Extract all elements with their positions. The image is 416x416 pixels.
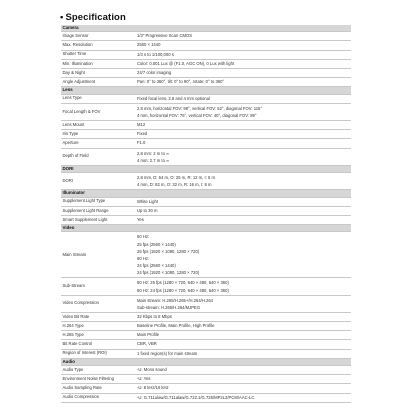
spec-value-line: 24 fps (1920 × 1080, 1280 × 720) bbox=[137, 270, 200, 276]
spec-row bbox=[61, 350, 351, 359]
spec-value bbox=[136, 51, 351, 59]
spec-key: Aperture bbox=[62, 140, 79, 146]
spec-value-line: 50 Hz: bbox=[137, 234, 150, 240]
spec-key: Main Stream bbox=[62, 251, 87, 257]
spec-value-line: 25 fps (2560 × 1440) bbox=[137, 241, 176, 247]
spec-value-line: -U: G.711ulaw/G.711alaw/G.722.1/G.726/MP2L2/PCM/AAC-LC bbox=[137, 394, 255, 400]
spec-value-line: M12 bbox=[137, 121, 146, 127]
spec-row bbox=[61, 69, 351, 78]
spec-key: Smart Supplement Light bbox=[62, 216, 108, 222]
section-header: Lens bbox=[61, 87, 351, 94]
spec-value-line: Color: 0.001 Lux @ (F1.0, AGC ON), 0 Lux with light bbox=[137, 60, 235, 66]
spec-value-line: 4 mm, D: 82 m, O: 32 m, R: 16 m, I: 8 m bbox=[137, 182, 212, 188]
spec-value-line: -U: 8 kHz/16 kHz bbox=[137, 385, 169, 391]
spec-row bbox=[61, 322, 351, 331]
spec-value-line: 24 fps (2560 × 1440) bbox=[137, 263, 176, 269]
spec-key: Video Compression bbox=[62, 300, 99, 306]
spec-key: Bit Rate Control bbox=[62, 341, 93, 347]
spec-key: Iris Type bbox=[62, 130, 79, 136]
spec-value-line: 24/7 color imaging bbox=[137, 69, 172, 75]
spec-value bbox=[136, 331, 351, 339]
spec-value-line: White Light bbox=[137, 198, 158, 204]
spec-value bbox=[136, 278, 351, 294]
spec-row bbox=[61, 121, 351, 130]
spec-value bbox=[136, 366, 351, 374]
spec-value-line: 60 Hz: bbox=[137, 255, 150, 261]
spec-value-line: 1/3" Progressive Scan CMOS bbox=[137, 33, 193, 39]
spec-value bbox=[136, 121, 351, 129]
spec-value-line: 1/3 s to 1/100,000 s bbox=[137, 51, 174, 57]
spec-value bbox=[136, 207, 351, 215]
spec-value-line: 50 Hz: 25 fps (1280 × 720, 640 × 480, 640 × 360) bbox=[137, 280, 229, 286]
spec-value bbox=[136, 130, 351, 138]
spec-row bbox=[61, 296, 351, 313]
spec-value bbox=[136, 394, 351, 402]
spec-row bbox=[61, 375, 351, 384]
spec-value bbox=[136, 95, 351, 103]
spec-value bbox=[136, 296, 351, 312]
spec-value bbox=[136, 232, 351, 277]
spec-value-line: Up to 30 m bbox=[137, 207, 158, 213]
page-title bbox=[60, 12, 126, 23]
spec-value bbox=[136, 375, 351, 383]
spec-row bbox=[61, 340, 351, 349]
spec-value-line: 4 mm: 2.7 m to ∞ bbox=[137, 157, 170, 163]
spec-table bbox=[61, 25, 351, 403]
spec-value bbox=[136, 384, 351, 392]
spec-value-line: 2.8 mm: 2 m to ∞ bbox=[137, 150, 170, 156]
spec-value-line: -U: Yes bbox=[137, 376, 151, 382]
spec-value bbox=[136, 139, 351, 147]
title-text: Specification bbox=[65, 12, 126, 23]
section-header: Video bbox=[61, 225, 351, 232]
spec-value-line: Fixed focal lens, 2.8 and 4 mm optional bbox=[137, 95, 210, 101]
spec-row bbox=[61, 331, 351, 340]
section-header: Illuminator bbox=[61, 190, 351, 197]
spec-row bbox=[61, 313, 351, 322]
spec-value-line: 2.8 mm, D: 64 m, O: 25 m, R: 12 m, I: 6 m bbox=[137, 175, 215, 181]
spec-value-line: Yes bbox=[137, 216, 144, 222]
spec-key: Supplement Light Range bbox=[62, 207, 109, 213]
spec-key: Image Sensor bbox=[62, 32, 89, 38]
spec-key: Audio Sampling Rate bbox=[62, 385, 102, 391]
spec-row bbox=[61, 32, 351, 41]
spec-key: Supplement Light Type bbox=[62, 198, 106, 204]
spec-value bbox=[136, 216, 351, 224]
spec-value-line: 1 fixed region(s) for main stream bbox=[137, 350, 198, 356]
spec-key: H.264 Type bbox=[62, 322, 84, 328]
spec-value bbox=[136, 149, 351, 165]
spec-value-line: 25 fps (1920 × 1080, 1280 × 720) bbox=[137, 248, 200, 254]
spec-key: Environment Noise Filtering bbox=[62, 375, 114, 381]
spec-key: Video Bit Rate bbox=[62, 313, 90, 319]
spec-value-line: -U: Mono sound bbox=[137, 366, 167, 372]
spec-key: Lens Mount bbox=[62, 121, 85, 127]
spec-value-line: 4 mm, horizontal FOV: 75°, vertical FOV: 40°, diagonal FOV: 89° bbox=[137, 113, 257, 118]
spec-key: Max. Resolution bbox=[62, 42, 93, 48]
spec-row bbox=[61, 60, 351, 69]
spec-value-line: 2560 × 1440 bbox=[137, 42, 161, 48]
spec-value bbox=[136, 198, 351, 206]
spec-row bbox=[61, 207, 351, 216]
spec-row bbox=[61, 232, 351, 278]
section-header: Audio bbox=[61, 359, 351, 366]
section-header: Camera bbox=[61, 25, 351, 32]
spec-row bbox=[61, 366, 351, 375]
spec-row bbox=[61, 198, 351, 207]
spec-key: Shutter Time bbox=[62, 51, 87, 57]
spec-value-line: Main stream: H.265/H.265+/H.264/H.264 bbox=[137, 297, 213, 303]
spec-row bbox=[61, 78, 351, 87]
spec-value bbox=[136, 41, 351, 49]
spec-value-line: Fixed bbox=[137, 131, 148, 137]
spec-key: Region of Interest (ROI) bbox=[62, 350, 107, 356]
spec-value bbox=[136, 60, 351, 68]
spec-key: DORI bbox=[62, 177, 73, 183]
spec-value-line: CBR, VBR bbox=[137, 341, 157, 347]
spec-row bbox=[61, 41, 351, 50]
spec-row bbox=[61, 51, 351, 60]
spec-value-line: Sub-stream: H.265/H.264/MJPEG bbox=[137, 304, 201, 310]
spec-row bbox=[61, 216, 351, 225]
spec-row bbox=[61, 95, 351, 104]
spec-key: Depth of Field bbox=[62, 153, 89, 159]
spec-value bbox=[136, 322, 351, 330]
section-header: DORI bbox=[61, 166, 351, 173]
spec-value-line: Pan: 0° to 360°, tilt: 0° to 90°, rotate: 0° to 360° bbox=[137, 79, 225, 85]
spec-value bbox=[136, 350, 351, 358]
bullet-icon: • bbox=[60, 12, 64, 23]
spec-value bbox=[136, 32, 351, 40]
spec-key: Audio Type bbox=[62, 366, 84, 372]
spec-key: Angle Adjustment bbox=[62, 78, 96, 84]
spec-key: H.265 Type bbox=[62, 331, 84, 337]
spec-row bbox=[61, 278, 351, 295]
spec-value bbox=[136, 313, 351, 321]
spec-value-line: F1.0 bbox=[137, 140, 146, 146]
spec-key: Day & Night bbox=[62, 69, 85, 75]
spec-key: Audio Compression bbox=[62, 394, 100, 400]
spec-value bbox=[136, 78, 351, 86]
spec-key: Lens Type bbox=[62, 95, 82, 101]
spec-value-line: Main Profile bbox=[137, 332, 160, 338]
spec-row bbox=[61, 394, 351, 403]
spec-value bbox=[136, 69, 351, 77]
spec-value-line: 60 Hz: 24 fps (1280 × 720, 640 × 480, 640 × 360) bbox=[137, 287, 229, 293]
spec-row bbox=[61, 173, 351, 190]
spec-row bbox=[61, 384, 351, 393]
spec-key: Focal Length & FOV bbox=[62, 108, 101, 114]
spec-value-line: Baseline Profile, Main Profile, High Profile bbox=[137, 322, 215, 328]
spec-row bbox=[61, 139, 351, 148]
spec-row bbox=[61, 130, 351, 139]
spec-value bbox=[136, 340, 351, 348]
spec-key: Min. Illumination bbox=[62, 60, 93, 66]
spec-key: Sub-Stream bbox=[62, 283, 85, 289]
spec-value-line: 32 Kbps to 8 Mbps bbox=[137, 313, 172, 319]
spec-row bbox=[61, 104, 351, 121]
spec-value-line: 2.8 mm, horizontal FOV: 98°, vertical FOV: 52°, diagonal FOV: 115° bbox=[137, 105, 263, 111]
spec-value bbox=[136, 104, 351, 120]
spec-value bbox=[136, 173, 351, 189]
spec-row bbox=[61, 149, 351, 166]
